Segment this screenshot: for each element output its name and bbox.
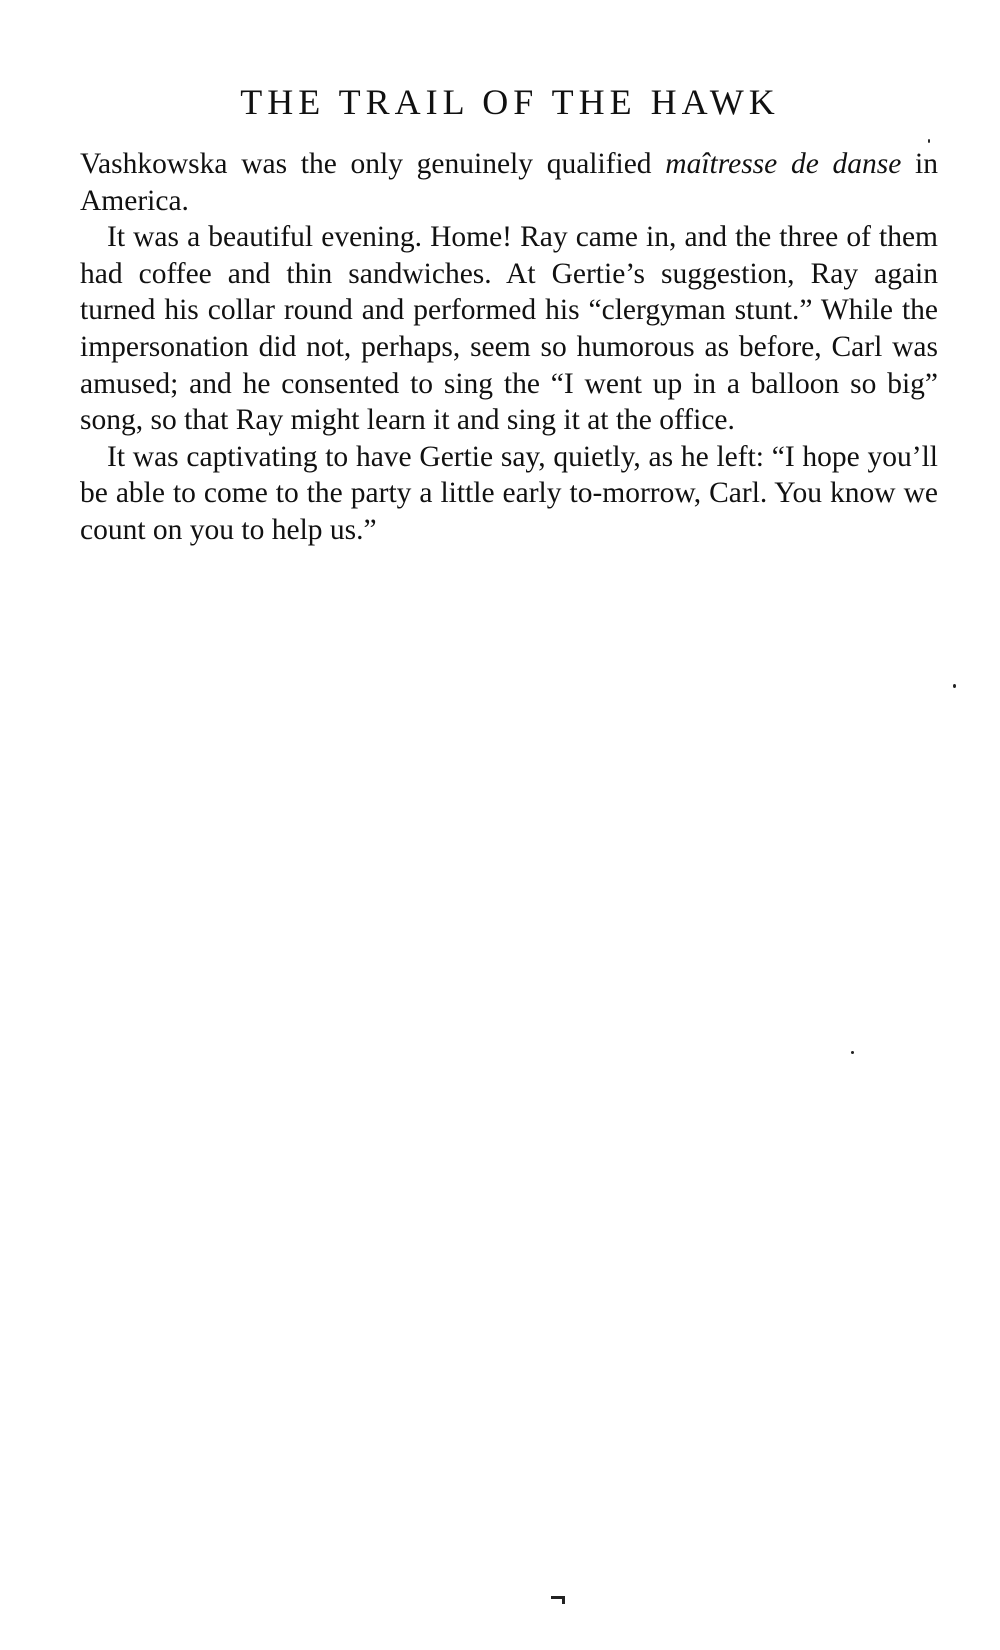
print-mark — [551, 1596, 565, 1604]
italic-phrase: maîtresse de danse — [665, 148, 902, 180]
paragraph-3: It was captivating to have Gertie say, quietly, as he left: “I hope you’ll be able to come to the party a little early to-morrow, Carl. You know we count on you to help us.” — [80, 440, 938, 546]
print-speck — [953, 684, 956, 688]
body-text — [80, 146, 938, 549]
paragraph-1-tail: in America. — [80, 148, 938, 217]
paragraph-2: It was a beautiful evening. Home! Ray came in, and the three of them had coffee and thin sandwiches. At Gertie’s suggestion, Ray again turned his collar round and performed his “clergyman stunt.” While the impersonation did not, perhaps, seem so humorous as before, Carl was amused; and he consented to sing the “I went up in a balloon so big” song, so that Ray might learn it and sing it at the office. — [80, 221, 938, 437]
running-head: THE TRAIL OF THE HAWK — [240, 82, 780, 122]
paragraph-1-text: Vashkowska was the only genuinely qualified — [80, 148, 666, 180]
print-speck — [928, 139, 930, 143]
print-speck — [851, 1051, 854, 1054]
paragraph-1 — [80, 146, 938, 219]
